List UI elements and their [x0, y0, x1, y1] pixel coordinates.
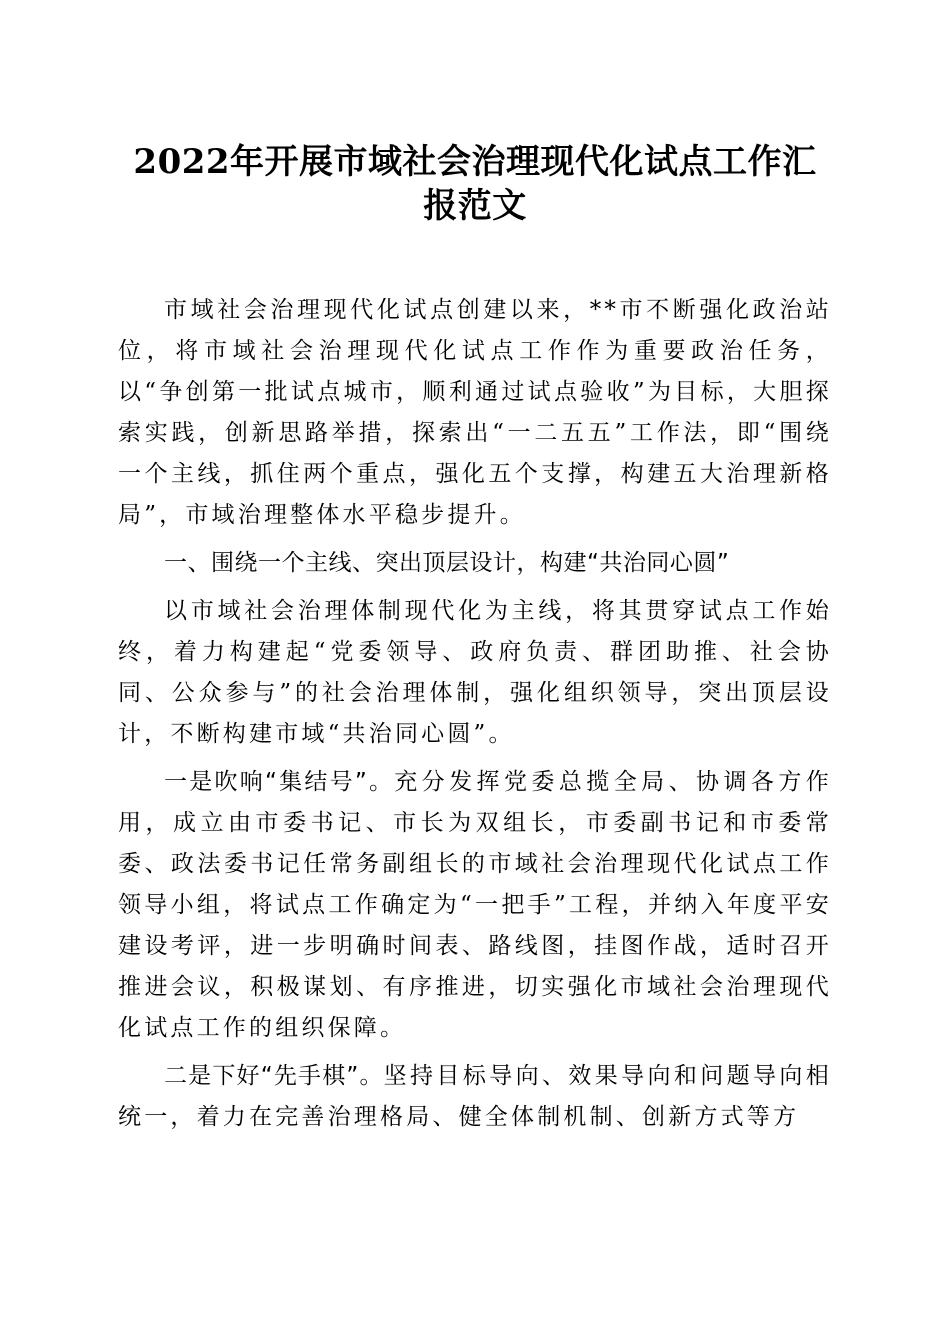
point-1-body: 充分发挥党委总揽全局、协调各方作用，成立由市委书记、市长为双组长，市委副书记和市委常委、政法委书记任常务副组长的市域社会治理现代化试点工作领导小组，将试点工作确定为“一把手”工程，并纳入年度平安建设考评，进一步明确时间表、路线图，挂图作战，适时召开推进会议，积极谋划、有序推进，切实强化市域社会治理现代化试点工作的组织保障。 [118, 769, 832, 1041]
section-1-heading: 一、围绕一个主线、突出顶层设计，构建“共治同心圆” [164, 550, 730, 576]
title-line-1: 2022年开展市域社会治理现代化试点工作汇 [133, 142, 817, 182]
point-2-lead: 二是下好“先手棋”。 [164, 1063, 384, 1089]
point-1-lead: 一是吹响“集结号”。 [164, 769, 395, 795]
document-body [118, 290, 832, 1138]
intro-paragraph: 市域社会治理现代化试点创建以来，**市不断强化政治站位，将市域社会治理现代化试点工作作为重要政治任务，以“争创第一批试点城市，顺利通过试点验收”为目标，大胆探索实践，创新思路举措，探索出“一二五五”工作法，即“围绕一个主线，抓住两个重点，强化五个支撑，构建五大治理新格局”，市域治理整体水平稳步提升。 [118, 297, 832, 528]
point-2-paragraph [118, 1056, 832, 1138]
title-line-2: 报范文 [423, 186, 527, 226]
section-1-paragraph: 以市域社会治理体制现代化为主线，将其贯穿试点工作始终，着力构建起“党委领导、政府负责、群团助推、社会协同、公众参与”的社会治理体制，强化组织领导，突出顶层设计，不断构建市域“共治同心圆”。 [118, 598, 832, 747]
document-title [118, 0, 832, 228]
point-1-paragraph [118, 762, 832, 1049]
point-2-body: 坚持目标导向、效果导向和问题导向相统一，着力在完善治理格局、健全体制机制、创新方式等方 [118, 1063, 832, 1130]
